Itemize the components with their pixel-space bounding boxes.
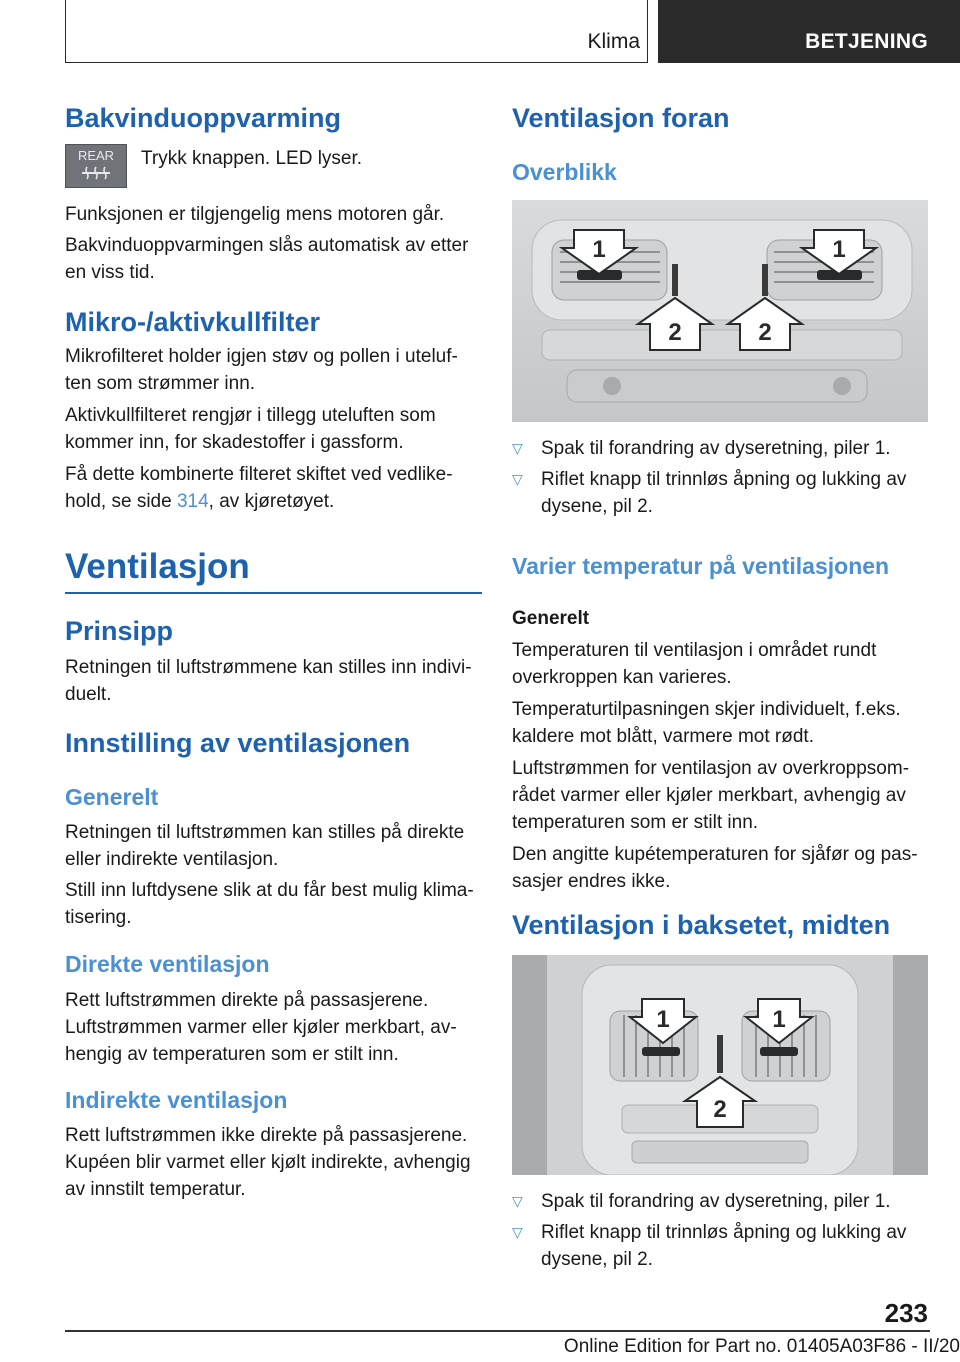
rear-marker-1-left: 1 <box>656 1006 670 1033</box>
general-p1a: Retningen til luftstrømmen kan stilles på direkte <box>65 822 465 843</box>
front-vents-image <box>512 200 928 422</box>
filter-title: Mikro-/aktivkullfilter <box>65 307 321 337</box>
front-marker-1-left: 1 <box>592 236 606 263</box>
principle-a: Retningen til luftstrømmene kan stilles inn indivi- <box>65 657 472 678</box>
bullet-triangle-icon: ▽ <box>512 1224 523 1240</box>
rear-heat-title: Bakvinduoppvarming <box>65 103 342 133</box>
footer-rule <box>65 1330 930 1332</box>
filter-p2b: kommer inn, for skadestoffer i gassform. <box>65 432 404 453</box>
rear-defrost-icon <box>65 144 127 188</box>
principle-title: Prinsipp <box>65 616 174 646</box>
filter-p3b <box>65 488 485 515</box>
direct-p1: Rett luftstrømmen direkte på passasjerene. <box>65 990 429 1011</box>
ventilation-title: Ventilasjon <box>65 547 250 586</box>
front-marker-1-right: 1 <box>832 236 846 263</box>
front-marker-2-left: 2 <box>668 319 682 346</box>
indirect-p2a: Kupéen blir varmet eller kjølt indirekte, avhengig <box>65 1152 471 1173</box>
rear-heat-p1: Funksjonen er tilgjengelig mens motoren går. <box>65 204 445 225</box>
rear-heat-press-text: Trykk knappen. LED lyser. <box>141 148 363 169</box>
page-number: 233 <box>884 1298 928 1328</box>
indirect-p1: Rett luftstrømmen ikke direkte på passasjerene. <box>65 1125 468 1146</box>
temp-p2a: Temperaturtilpasningen skjer individuelt, f.eks. <box>512 699 901 720</box>
front-vent-title: Ventilasjon foran <box>512 103 730 133</box>
bullet-triangle-icon: ▽ <box>512 440 523 456</box>
temp-p1a: Temperaturen til ventilasjon i området rundt <box>512 640 877 661</box>
rear-icon-label: REAR <box>77 148 115 163</box>
filter-p2a: Aktivkullfilteret rengjør i tillegg uteluften som <box>65 405 436 426</box>
setting-title: Innstilling av ventilasjonen <box>65 728 411 758</box>
rear-heat-p2b: en viss tid. <box>65 262 155 283</box>
principle-b: duelt. <box>65 684 112 705</box>
general-p1b: eller indirekte ventilasjon. <box>65 849 279 870</box>
temp-p3c: temperaturen som er stilt inn. <box>512 812 759 833</box>
ventilation-title-rule <box>65 592 482 594</box>
page-link-314[interactable]: 314 <box>176 491 209 512</box>
rear-vents-image <box>512 955 928 1175</box>
general-p2b: tisering. <box>65 907 132 928</box>
indirect-p2b: av innstilt temperatur. <box>65 1179 246 1200</box>
header-section: Klima <box>587 30 640 53</box>
defrost-waves-icon <box>76 163 116 183</box>
footer-edition: Online Edition for Part no. 01405A03F86 - II/20 <box>563 1336 960 1357</box>
temp-p1b: overkroppen kan varieres. <box>512 667 732 688</box>
front-marker-2-right: 2 <box>758 319 772 346</box>
temp-p3b: rådet varmer eller kjøler merkbart, avhengig av <box>512 785 906 806</box>
rear-heat-p2a: Bakvinduoppvarmingen slås automatisk av etter <box>65 235 469 256</box>
rear-vent-title: Ventilasjon i baksetet, midten <box>512 910 891 940</box>
bullet-triangle-icon: ▽ <box>512 1193 523 1209</box>
filter-p3b-pre: hold, se side <box>65 491 177 512</box>
filter-p3b-post: , av kjøretøyet. <box>208 491 335 512</box>
temp-general-label: Generelt <box>512 608 590 629</box>
temp-p4a: Den angitte kupétemperaturen for sjåfør og pas- <box>512 844 918 865</box>
temp-title: Varier temperatur på ventilasjonen <box>512 553 890 579</box>
general-title: Generelt <box>65 784 159 810</box>
overview-title: Overblikk <box>512 159 617 185</box>
header-chapter: BETJENING <box>805 30 928 53</box>
rear-bullet-2-cont: dysene, pil 2. <box>541 1249 653 1270</box>
direct-title: Direkte ventilasjon <box>65 951 270 977</box>
filter-p1b: ten som strømmer inn. <box>65 373 256 394</box>
direct-p2b: hengig av temperaturen som er stilt inn. <box>65 1044 399 1065</box>
front-bullet-2-cont: dysene, pil 2. <box>541 496 653 517</box>
temp-p2b: kaldere mot blått, varmere mot rødt. <box>512 726 814 747</box>
direct-p2a: Luftstrømmen varmer eller kjøler merkbart, av- <box>65 1017 457 1038</box>
temp-p3a: Luftstrømmen for ventilasjon av overkroppsom- <box>512 758 910 779</box>
filter-p3a: Få dette kombinerte filteret skiftet ved vedlike- <box>65 464 453 485</box>
filter-p1a: Mikrofilteret holder igjen støv og pollen i uteluf- <box>65 346 458 367</box>
bullet-triangle-icon: ▽ <box>512 471 523 487</box>
rear-marker-2: 2 <box>713 1096 727 1123</box>
general-p2a: Still inn luftdysene slik at du får best mulig klima- <box>65 880 474 901</box>
temp-p4b: sasjer endres ikke. <box>512 871 671 892</box>
rear-marker-1-right: 1 <box>772 1006 786 1033</box>
indirect-title: Indirekte ventilasjon <box>65 1087 288 1113</box>
